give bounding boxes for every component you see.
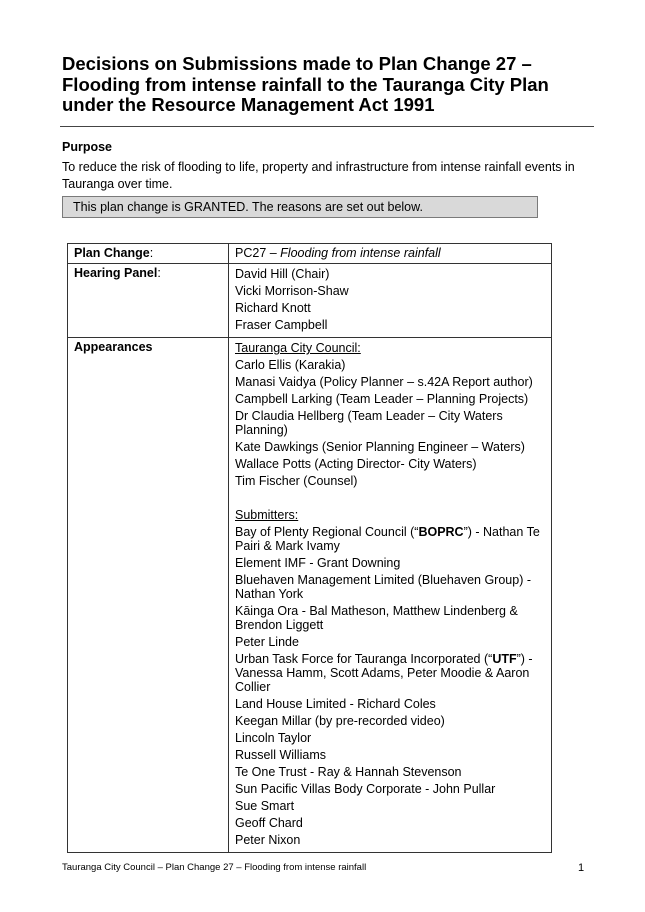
council-heading: Tauranga City Council: <box>235 341 361 355</box>
council-appearance: Dr Claudia Hellberg (Team Leader – City Waters Planning) <box>235 409 503 437</box>
submitter-appearance <box>235 524 545 555</box>
purpose-text: To reduce the risk of flooding to life, property and infrastructure from intense rainfall events in Tauranga over time. <box>62 160 575 191</box>
panel-member: Vicki Morrison-Shaw <box>235 284 349 298</box>
footer-text: Tauranga City Council – Plan Change 27 – Flooding from intense rainfall <box>62 862 367 873</box>
hearing-panel-label: Hearing Panel <box>74 266 158 280</box>
submitter-appearance: Russell Williams <box>235 748 326 762</box>
council-appearance: Wallace Potts (Acting Director- City Waters) <box>235 457 477 471</box>
hearing-panel-value-cell <box>229 264 552 338</box>
submitter-text: ”) - Nathan Te Pairi & Mark Ivamy <box>235 525 540 553</box>
submitter-appearance: Bluehaven Management Limited (Bluehaven Group) - Nathan York <box>235 573 532 601</box>
submitter-abbrev: BOPRC <box>418 525 464 539</box>
appearances-value-cell <box>229 338 552 853</box>
table-row-plan-change <box>68 244 552 264</box>
label-colon: : <box>149 246 154 260</box>
plan-change-label-cell <box>68 244 229 264</box>
submitter-appearance: Te One Trust - Ray & Hannah Stevenson <box>235 765 462 779</box>
council-appearance: Campbell Larking (Team Leader – Planning Projects) <box>235 392 529 406</box>
plan-change-label: Plan Change <box>74 246 150 260</box>
council-appearance: Kate Dawkings (Senior Planning Engineer – Waters) <box>235 440 525 454</box>
submitter-appearance: Element IMF - Grant Downing <box>235 556 401 570</box>
council-appearance: Manasi Vaidya (Policy Planner – s.42A Report author) <box>235 375 533 389</box>
appearances-label: Appearances <box>74 340 153 354</box>
submitter-appearance: Peter Nixon <box>235 833 301 847</box>
title-divider <box>60 126 594 127</box>
submitter-appearance: Peter Linde <box>235 635 299 649</box>
plan-change-value-cell <box>229 244 552 264</box>
page-number: 1 <box>578 862 585 874</box>
appearances-label-cell <box>68 338 229 853</box>
plan-change-code: PC27 – <box>235 246 281 260</box>
spacer <box>235 490 545 507</box>
submitter-appearance: Keegan Millar (by pre-recorded video) <box>235 714 445 728</box>
hearing-panel-label-cell <box>68 264 229 338</box>
granted-notice-box: This plan change is GRANTED. The reasons are set out below. <box>62 196 538 218</box>
submitters-heading: Submitters: <box>235 508 299 522</box>
submitter-appearance: Kāinga Ora - Bal Matheson, Matthew Lindenberg & Brendon Liggett <box>235 604 518 632</box>
panel-member: David Hill (Chair) <box>235 267 330 281</box>
submitter-appearance <box>235 651 545 696</box>
submitter-appearance: Sun Pacific Villas Body Corporate - John Pullar <box>235 782 496 796</box>
submitter-text: ”) - Vanessa Hamm, Scott Adams, Peter Moodie & Aaron Collier <box>235 652 533 694</box>
panel-member: Fraser Campbell <box>235 318 328 332</box>
submitter-text: Urban Task Force for Tauranga Incorporated (“ <box>235 652 493 666</box>
plan-change-name: Flooding from intense rainfall <box>280 246 441 260</box>
table-row-appearances <box>68 338 552 853</box>
council-appearance: Carlo Ellis (Karakia) <box>235 358 346 372</box>
submitter-appearance: Land House Limited - Richard Coles <box>235 697 436 711</box>
panel-member: Richard Knott <box>235 301 311 315</box>
document-title: Decisions on Submissions made to Plan Change 27 – Flooding from intense rainfall to the Tauranga City Plan under the Resource Management Act 1991 <box>62 53 549 115</box>
submitter-appearance: Geoff Chard <box>235 816 303 830</box>
submitter-appearance: Lincoln Taylor <box>235 731 312 745</box>
submitter-appearance: Sue Smart <box>235 799 295 813</box>
submitter-abbrev: UTF <box>492 652 517 666</box>
council-appearance: Tim Fischer (Counsel) <box>235 474 358 488</box>
decision-info-table <box>67 243 552 853</box>
purpose-heading: Purpose <box>62 140 113 154</box>
label-colon: : <box>157 266 161 280</box>
submitter-text: Bay of Plenty Regional Council (“ <box>235 525 419 539</box>
table-row-hearing-panel <box>68 264 552 338</box>
